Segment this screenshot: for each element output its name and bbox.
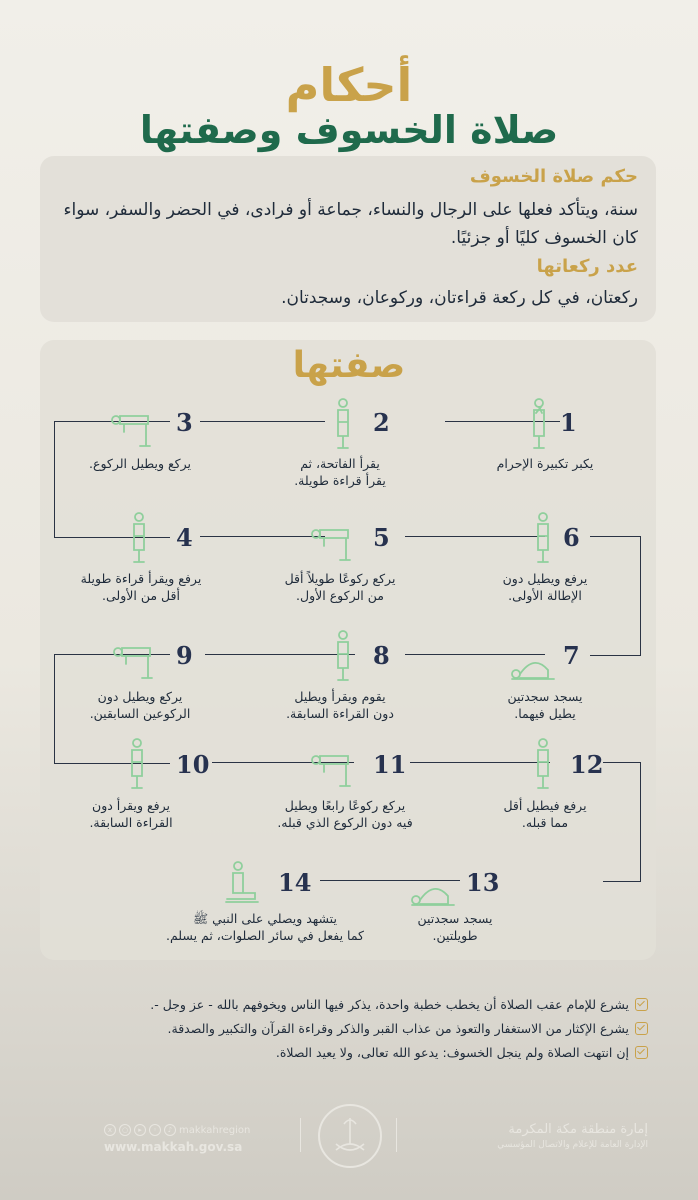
- step-13-number: 13: [466, 868, 500, 897]
- social-block: [104, 1124, 250, 1154]
- connector: [200, 536, 325, 537]
- sitting-tashahhud-figure: [222, 860, 262, 904]
- rakat-text: ركعتان، في كل ركعة قراءتان، وركوعان، وسجدتان.: [281, 288, 638, 308]
- ruling-card: [40, 156, 656, 322]
- step-12-caption: يرفع فيطيل أقل مما قبله.: [503, 798, 587, 830]
- bowing-figure: [310, 746, 358, 788]
- ruling-text: سنة، ويتأكد فعلها على الرجال والنساء، جماعة أو فرادى، في الحضر والسفر، سواء كان الخسوف كليًا أو جزئيًا.: [63, 200, 638, 248]
- step-13-caption: يسجد سجدتين طويلتين.: [417, 911, 493, 943]
- connector: [405, 536, 545, 537]
- tiktok-icon[interactable]: ♪: [164, 1124, 176, 1136]
- prostrating-figure: [410, 876, 456, 906]
- step-5-number: 5: [373, 523, 390, 552]
- standing-figure: [126, 512, 152, 564]
- title-line-1: أحكام: [285, 58, 413, 112]
- divider: [300, 1118, 301, 1152]
- saudi-emblem-icon: [318, 1104, 382, 1168]
- standing-takbir-figure: [526, 398, 552, 450]
- checkbox-icon: [635, 998, 648, 1011]
- note-item: [48, 992, 648, 1016]
- description-title: صفتها: [292, 345, 406, 386]
- step-6-caption: يرفع ويطيل دون الإطالة الأولى.: [502, 571, 588, 603]
- note-text: يشرع للإمام عقب الصلاة أن يخطب خطبة واحدة، يذكر فيها الناس ويخوفهم بالله - عز وجل -.: [150, 996, 629, 1012]
- checkbox-icon: [635, 1046, 648, 1059]
- step-7-number: 7: [563, 641, 580, 670]
- x-icon[interactable]: x: [104, 1124, 116, 1136]
- note-text: يشرع الإكثار من الاستغفار والتعوذ من عذاب القبر والذكر وقراءة القرآن والتكبير والصدقة.: [167, 1020, 629, 1036]
- bowing-figure: [310, 520, 358, 562]
- step-8-caption: يقوم ويقرأ ويطيل دون القراءة السابقة.: [286, 689, 394, 721]
- step-14-number: 14: [278, 868, 312, 897]
- rakat-heading: عدد ركعاتها: [536, 256, 638, 277]
- step-1-caption: يكبر تكبيرة الإحرام: [496, 456, 594, 471]
- connector: [200, 421, 325, 422]
- step-12-number: 12: [570, 750, 604, 779]
- standing-figure: [124, 738, 150, 790]
- step-8-number: 8: [373, 641, 390, 670]
- website-link[interactable]: www.makkah.gov.sa: [104, 1140, 243, 1154]
- step-2-number: 2: [373, 408, 390, 437]
- step-10-number: 10: [176, 750, 210, 779]
- step-9-number: 9: [176, 641, 193, 670]
- step-7-caption: يسجد سجدتين يطيل فيهما.: [507, 689, 583, 721]
- step-11-number: 11: [373, 750, 407, 779]
- standing-reciting-figure: [330, 398, 356, 450]
- step-11-caption: يركع ركوعًا رابعًا ويطيل فيه دون الركوع الذي قبله.: [277, 798, 413, 830]
- step-2-caption: يقرأ الفاتحة، ثم يقرأ قراءة طويلة.: [294, 456, 386, 488]
- title-line-2: صلاة الخسوف وصفتها: [139, 108, 559, 152]
- ruling-heading: حكم صلاة الخسوف: [469, 166, 638, 187]
- org-block: [497, 1122, 648, 1150]
- step-3-number: 3: [176, 408, 193, 437]
- step-4-caption: يرفع ويقرأ قراءة طويلة أقل من الأولى.: [80, 571, 202, 603]
- youtube-icon[interactable]: ▸: [134, 1124, 146, 1136]
- social-handle[interactable]: makkahregion: [179, 1124, 251, 1136]
- note-item: [48, 1040, 648, 1064]
- standing-figure: [530, 512, 556, 564]
- step-10-caption: يرفع ويقرأ دون القراءة السابقة.: [89, 798, 173, 830]
- prostrating-figure: [510, 650, 556, 680]
- step-5-caption: يركع ركوعًا طويلاً أقل من الركوع الأول.: [284, 571, 396, 603]
- standing-figure: [330, 630, 356, 682]
- step-1-number: 1: [560, 408, 577, 437]
- step-3-caption: يركع ويطيل الركوع.: [89, 456, 191, 471]
- bowing-figure: [112, 638, 160, 680]
- step-4-number: 4: [176, 523, 193, 552]
- bowing-figure: [110, 406, 158, 448]
- note-text: إن انتهت الصلاة ولم ينجل الخسوف: يدعو الله تعالى، ولا يعيد الصلاة.: [275, 1044, 629, 1060]
- step-6-number: 6: [563, 523, 580, 552]
- snapchat-icon[interactable]: ◦: [149, 1124, 161, 1136]
- org-name: إمارة منطقة مكة المكرمة: [508, 1122, 648, 1137]
- standing-figure: [530, 738, 556, 790]
- instagram-icon[interactable]: ○: [119, 1124, 131, 1136]
- connector: [410, 762, 550, 763]
- note-item: [48, 1016, 648, 1040]
- org-subtitle: الإدارة العامة للإعلام والاتصال المؤسسي: [497, 1140, 648, 1150]
- step-9-caption: يركع ويطيل دون الركوعين السابقين.: [89, 689, 191, 721]
- divider: [396, 1118, 397, 1152]
- checkbox-icon: [635, 1022, 648, 1035]
- step-14-caption: يتشهد ويصلي على النبي ﷺ كما يفعل في سائر الصلوات، ثم يسلم.: [165, 911, 365, 943]
- notes-list: [48, 992, 648, 1064]
